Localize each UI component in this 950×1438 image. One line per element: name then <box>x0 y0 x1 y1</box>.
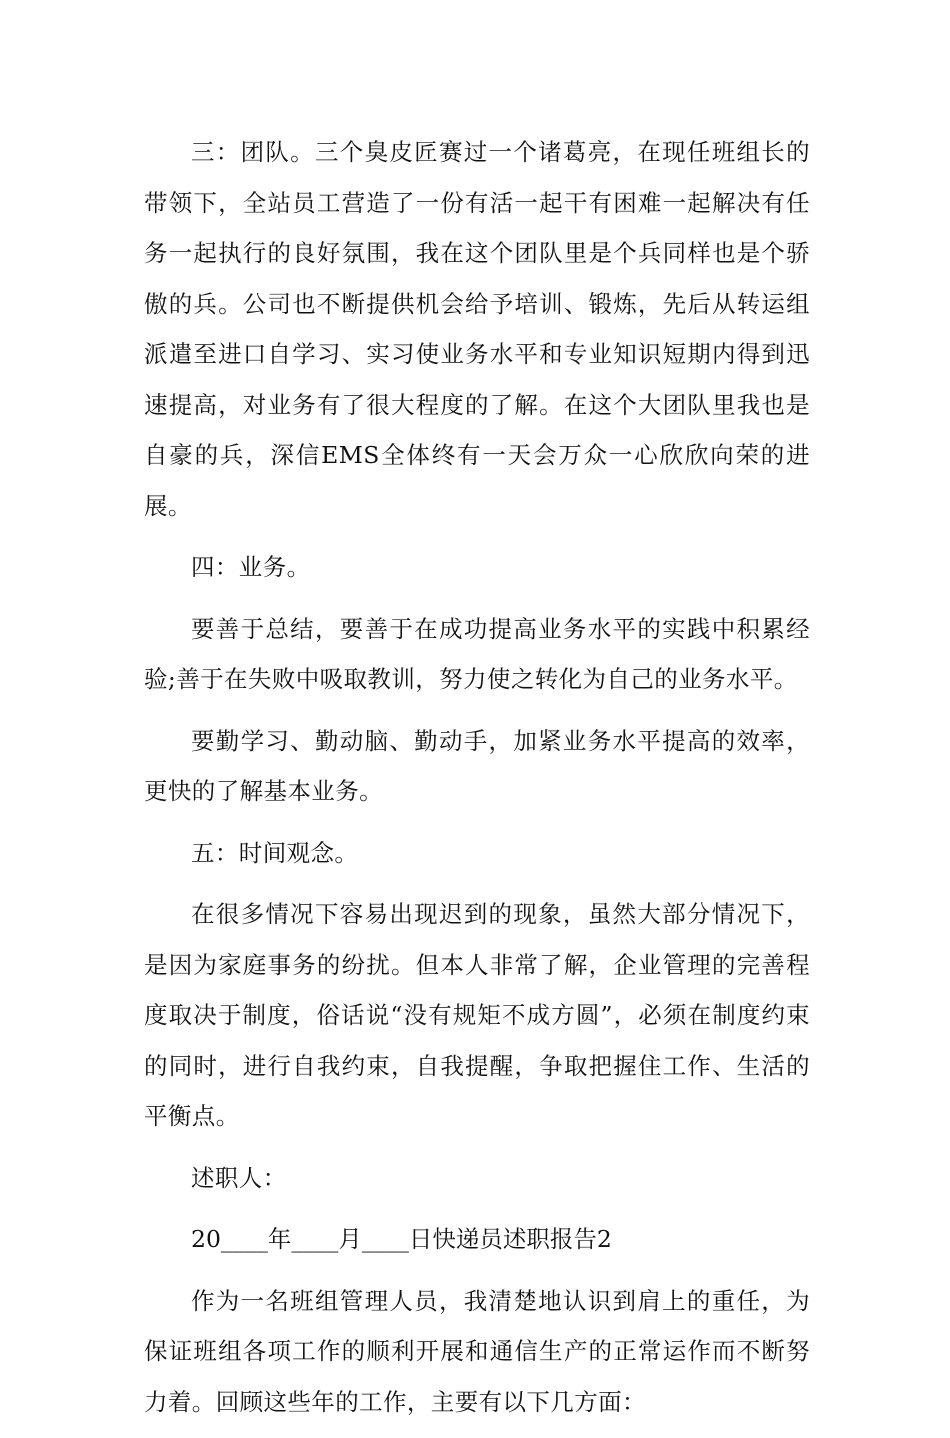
heading-time-concept: 五：时间观念。 <box>191 838 359 867</box>
paragraph-punctuality: 在很多情况下容易出现迟到的现象，虽然大部分情况下，是因为家庭事务的纷扰。但本人非常了解，企业管理的完善程度取决于制度，俗话说“没有规矩不成方圆”，必须在制度约束的同时，进行自我约束，自我提醒，争取把握住工作、生活的平衡点。 <box>144 900 810 1130</box>
paragraph-team: 三：团队。三个臭皮匠赛过一个诸葛亮，在现任班组长的带领下，全站员工营造了一份有活一起干有困难一起解决有任务一起执行的良好氛围，我在这个团队里是个兵同样也是个骄傲的兵。公司也不断提供机会给予培训、锻炼，先后从转运组派遣至进口自学习、实习使业务水平和专业知识短期内得到迅速提高，对业务有了很大程度的了解。在这个大团队里我也是自豪的兵，深信EMS全体终有一天会万众一心欣欣向荣的进展。 <box>144 138 810 520</box>
document-page <box>144 127 810 1438</box>
heading-business: 四：业务。 <box>191 553 311 581</box>
paragraph-diligence: 要勤学习、勤动脑、勤动手，加紧业务水平提高的效率，更快的了解基本业务。 <box>144 726 810 805</box>
paragraph-summarize: 要善于总结，要善于在成功提高业务水平的实践中积累经验;善于在失败中吸取教训，努力使之转化为自己的业务水平。 <box>144 614 810 693</box>
date-and-report-title: 20____年____月____日快递员述职报告2 <box>191 1225 612 1253</box>
reporter-label: 述职人： <box>191 1163 287 1192</box>
paragraph-responsibility: 作为一名班组管理人员，我清楚地认识到肩上的重任，为保证班组各项工作的顺利开展和通信生产的正常运作而不断努力着。回顾这些年的工作，主要有以下几方面： <box>144 1286 810 1416</box>
